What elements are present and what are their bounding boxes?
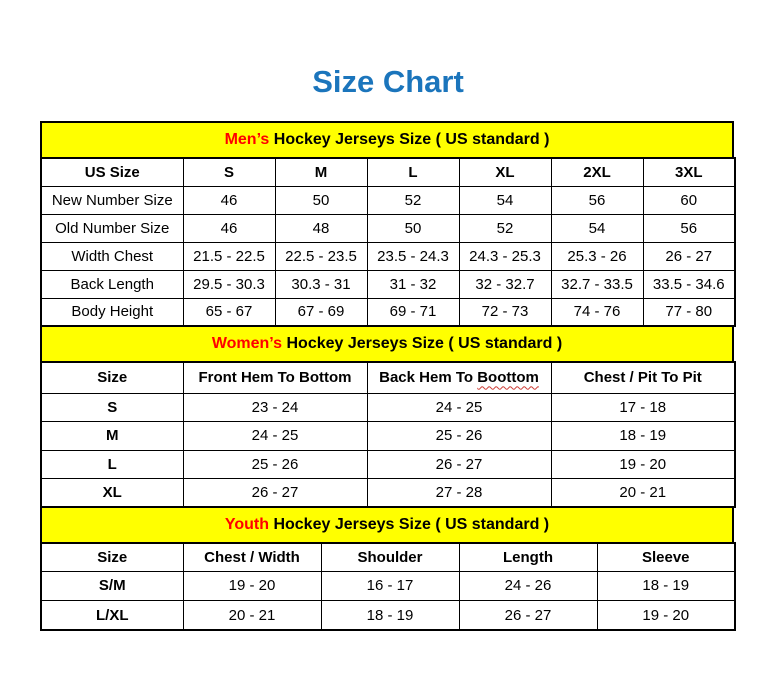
cell: 48 (275, 214, 367, 242)
row-label: L (41, 450, 183, 479)
col-header: 3XL (643, 158, 735, 186)
cell: 50 (275, 186, 367, 214)
womens-header-row (41, 362, 735, 393)
col-header-text: Back Hem To (379, 369, 478, 387)
cell: 24 - 25 (367, 393, 551, 422)
row-label: S/M (41, 571, 183, 601)
col-header: Size (41, 362, 183, 393)
womens-header-title: Hockey Jerseys Size ( US standard ) (282, 335, 563, 352)
page-title: Size Chart (312, 64, 464, 99)
size-chart-tables (40, 121, 734, 631)
cell: 46 (183, 186, 275, 214)
cell: 60 (643, 186, 735, 214)
col-header: Size (41, 543, 183, 571)
misspelled-word: Boottom (477, 369, 539, 387)
col-header: XL (459, 158, 551, 186)
table-row (41, 242, 735, 270)
col-header (367, 362, 551, 393)
cell: 24 - 26 (459, 571, 597, 601)
cell: 18 - 19 (597, 571, 735, 601)
cell: 26 - 27 (459, 601, 597, 631)
col-header: 2XL (551, 158, 643, 186)
cell: 29.5 - 30.3 (183, 270, 275, 298)
cell: 54 (459, 186, 551, 214)
row-label: M (41, 422, 183, 451)
table-row (41, 479, 735, 508)
cell: 32 - 32.7 (459, 270, 551, 298)
cell: 20 - 21 (551, 479, 735, 508)
cell: 23.5 - 24.3 (367, 242, 459, 270)
womens-header-accent: Women’s (211, 335, 283, 352)
cell: 31 - 32 (367, 270, 459, 298)
mens-header-row (41, 158, 735, 186)
row-label: XL (41, 479, 183, 508)
cell: 56 (551, 186, 643, 214)
table-row (41, 571, 735, 601)
cell: 24.3 - 25.3 (459, 242, 551, 270)
youth-size-table (40, 542, 736, 631)
cell: 27 - 28 (367, 479, 551, 508)
table-row (41, 422, 735, 451)
row-label: Width Chest (41, 242, 183, 270)
mens-size-table (40, 157, 736, 327)
cell: 33.5 - 34.6 (643, 270, 735, 298)
cell: 52 (459, 214, 551, 242)
cell: 19 - 20 (551, 450, 735, 479)
table-row (41, 393, 735, 422)
youth-header-title: Hockey Jerseys Size ( US standard ) (269, 516, 550, 533)
cell: 74 - 76 (551, 298, 643, 326)
row-label: S (41, 393, 183, 422)
cell: 23 - 24 (183, 393, 367, 422)
cell: 17 - 18 (551, 393, 735, 422)
youth-section-header (40, 506, 734, 544)
cell: 19 - 20 (597, 601, 735, 631)
cell: 54 (551, 214, 643, 242)
col-header: Shoulder (321, 543, 459, 571)
cell: 65 - 67 (183, 298, 275, 326)
row-label: L/XL (41, 601, 183, 631)
cell: 46 (183, 214, 275, 242)
cell: 25.3 - 26 (551, 242, 643, 270)
cell: 32.7 - 33.5 (551, 270, 643, 298)
cell: 56 (643, 214, 735, 242)
cell: 26 - 27 (643, 242, 735, 270)
cell: 26 - 27 (367, 450, 551, 479)
mens-section-header (40, 121, 734, 159)
cell: 72 - 73 (459, 298, 551, 326)
mens-header-accent: Men’s (224, 131, 270, 148)
cell: 19 - 20 (183, 571, 321, 601)
table-row (41, 450, 735, 479)
womens-section (40, 325, 734, 508)
col-header: Front Hem To Bottom (183, 362, 367, 393)
cell: 25 - 26 (183, 450, 367, 479)
cell: 77 - 80 (643, 298, 735, 326)
cell: 26 - 27 (183, 479, 367, 508)
col-header: Length (459, 543, 597, 571)
table-row (41, 270, 735, 298)
table-row (41, 298, 735, 326)
cell: 69 - 71 (367, 298, 459, 326)
cell: 16 - 17 (321, 571, 459, 601)
cell: 21.5 - 22.5 (183, 242, 275, 270)
cell: 25 - 26 (367, 422, 551, 451)
col-header: Chest / Pit To Pit (551, 362, 735, 393)
row-label: Body Height (41, 298, 183, 326)
row-label: New Number Size (41, 186, 183, 214)
cell: 20 - 21 (183, 601, 321, 631)
col-header: S (183, 158, 275, 186)
mens-section (40, 121, 734, 327)
table-row (41, 214, 735, 242)
womens-section-header (40, 325, 734, 363)
youth-header-row (41, 543, 735, 571)
cell: 18 - 19 (321, 601, 459, 631)
cell: 24 - 25 (183, 422, 367, 451)
youth-header-accent: Youth (224, 516, 269, 533)
col-header: US Size (41, 158, 183, 186)
table-row (41, 186, 735, 214)
mens-header-title: Hockey Jerseys Size ( US standard ) (269, 131, 550, 148)
table-row (41, 601, 735, 631)
youth-section (40, 506, 734, 631)
cell: 30.3 - 31 (275, 270, 367, 298)
col-header: L (367, 158, 459, 186)
cell: 52 (367, 186, 459, 214)
col-header: Chest / Width (183, 543, 321, 571)
row-label: Old Number Size (41, 214, 183, 242)
col-header: Sleeve (597, 543, 735, 571)
col-header: M (275, 158, 367, 186)
cell: 22.5 - 23.5 (275, 242, 367, 270)
cell: 67 - 69 (275, 298, 367, 326)
cell: 50 (367, 214, 459, 242)
cell: 18 - 19 (551, 422, 735, 451)
womens-size-table (40, 361, 736, 508)
row-label: Back Length (41, 270, 183, 298)
